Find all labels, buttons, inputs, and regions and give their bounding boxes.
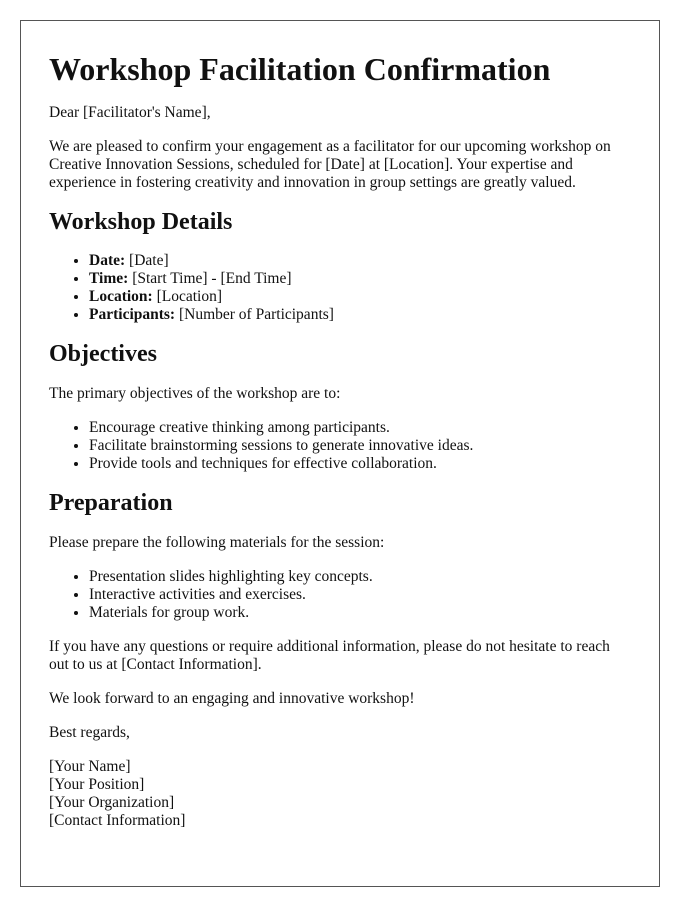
signature-contact: [Contact Information] bbox=[49, 811, 186, 829]
details-item-time bbox=[89, 270, 631, 288]
details-label: Date: bbox=[89, 252, 126, 270]
list-item: • Materials for group work. bbox=[89, 604, 631, 622]
closing-line: We look forward to an engaging and innovative workshop! bbox=[49, 689, 415, 707]
signature-organization: [Your Organization] bbox=[49, 793, 175, 811]
preparation-intro: Please prepare the following materials for the session: bbox=[49, 533, 385, 551]
intro-paragraph: We are pleased to confirm your engagement as a facilitator for our upcoming workshop on Creative Innovation Sessions, scheduled for [Date] at [Location]. Your expertise and experience in fostering creativity and innovation in group settings are greatly valued. bbox=[49, 137, 611, 191]
list-item: • Presentation slides highlighting key concepts. bbox=[89, 568, 631, 586]
objectives-list bbox=[49, 419, 631, 473]
details-item-date bbox=[89, 252, 631, 270]
list-item: • Encourage creative thinking among participants. bbox=[89, 419, 631, 437]
details-item-participants bbox=[89, 306, 631, 324]
details-label: Location: bbox=[89, 288, 153, 306]
sign-off: Best regards, bbox=[49, 723, 130, 741]
signature-position: [Your Position] bbox=[49, 775, 145, 793]
details-heading: Workshop Details bbox=[49, 208, 233, 235]
greeting: Dear [Facilitator's Name], bbox=[49, 103, 211, 121]
letter-title: Workshop Facilitation Confirmation bbox=[49, 51, 551, 87]
list-item: • Facilitate brainstorming sessions to generate innovative ideas. bbox=[89, 437, 631, 455]
letter-container bbox=[20, 20, 660, 887]
list-item: • Provide tools and techniques for effective collaboration. bbox=[89, 455, 631, 473]
objectives-intro: The primary objectives of the workshop are to: bbox=[49, 384, 341, 402]
details-label: Time: bbox=[89, 270, 129, 288]
details-item-location bbox=[89, 288, 631, 306]
preparation-heading: Preparation bbox=[49, 489, 173, 516]
signature-block bbox=[49, 758, 631, 830]
details-value: [Number of Participants] bbox=[175, 306, 334, 324]
details-value: [Location] bbox=[152, 288, 223, 306]
list-item: • Interactive activities and exercises. bbox=[89, 586, 631, 604]
details-value: [Start Time] - [End Time] bbox=[128, 270, 292, 288]
questions-paragraph: If you have any questions or require additional information, please do not hesitate to reach out to us at [Contact Information]. bbox=[49, 637, 610, 673]
details-value: [Date] bbox=[125, 252, 169, 270]
objectives-heading: Objectives bbox=[49, 341, 157, 368]
signature-name: [Your Name] bbox=[49, 757, 131, 775]
details-label: Participants: bbox=[89, 306, 176, 324]
details-list bbox=[49, 252, 631, 324]
preparation-list bbox=[49, 568, 631, 622]
